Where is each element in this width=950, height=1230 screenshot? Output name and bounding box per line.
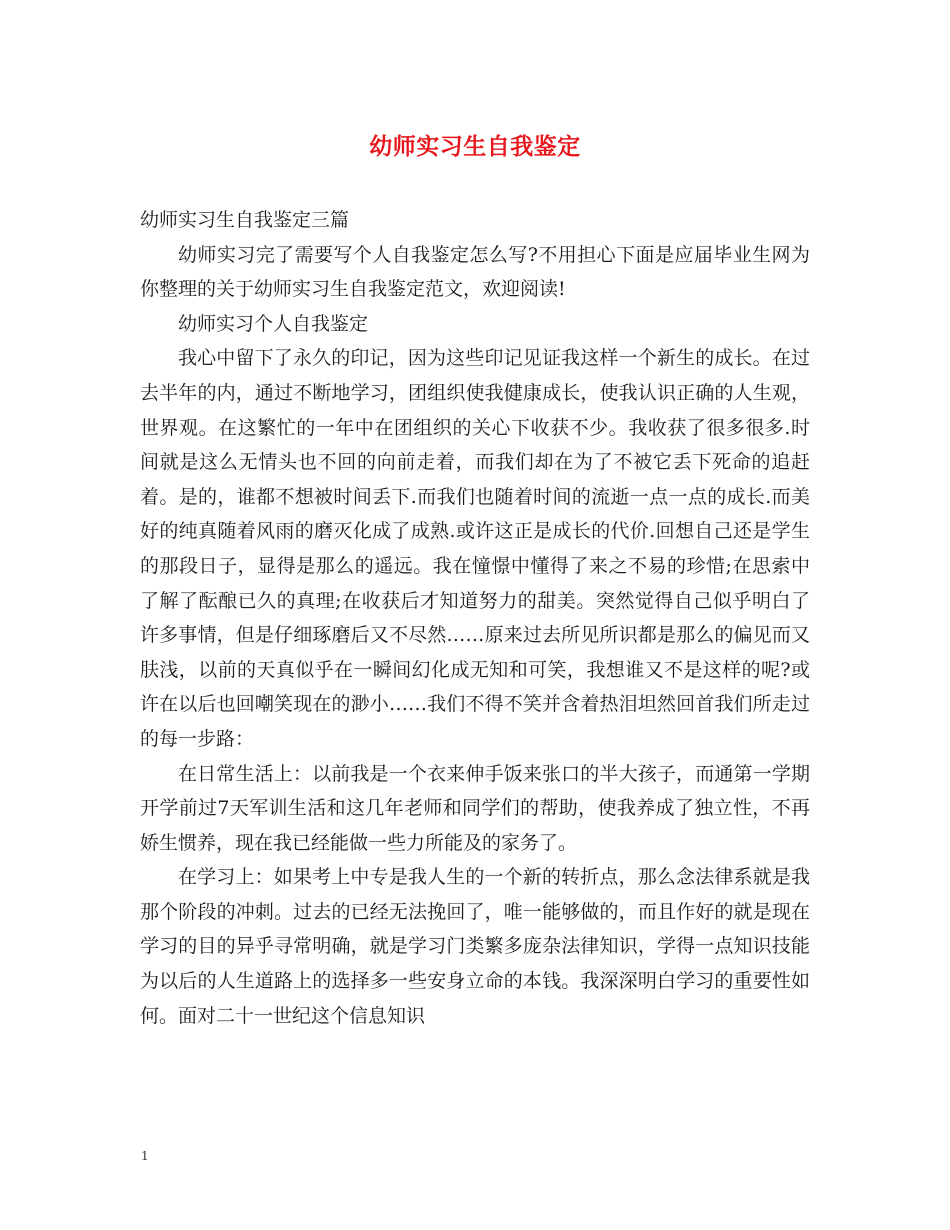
document-body (140, 203, 810, 1033)
document-title: 幼师实习生自我鉴定 (369, 134, 581, 160)
paragraph-reflection: 我心中留下了永久的印记，因为这些印记见证我这样一个新生的成长。在过去半年的内，通过不断地学习，团组织使我健康成长，使我认识正确的人生观，世界观。在这繁忙的一年中在团组织的关心下收获不少。我收获了很多很多.时间就是这么无情头也不回的向前走着，而我们却在为了不被它丢下死命的追赶着。是的，谁都不想被时间丢下.而我们也随着时间的流逝一点一点的成长.而美好的纯真随着风雨的磨灭化成了成熟.或许这正是成长的代价.回想自己还是学生的那段日子，显得是那么的遥远。我在憧憬中懂得了来之不易的珍惜;在思索中了解了酝酿已久的真理;在收获后才知道努力的甜美。突然觉得自己似乎明白了许多事情，但是仔细琢磨后又不尽然……原来过去所见所识都是那么的偏见而又肤浅，以前的天真似乎在一瞬间幻化成无知和可笑，我想谁又不是这样的呢?或许在以后也回嘲笑现在的渺小……我们不得不笑并含着热泪坦然回首我们所走过的每一步路： (140, 347, 810, 750)
paragraph-daily-life: 在日常生活上：以前我是一个衣来伸手饭来张口的半大孩子，而通第一学期开学前过7天军训生活和这几年老师和同学们的帮助，使我养成了独立性，不再娇生惯养，现在我已经能做一些力所能及的家务了。 (140, 762, 810, 854)
paragraph-study: 在学习上：如果考上中专是我人生的一个新的转折点，那么念法律系就是我那个阶段的冲刺。过去的已经无法挽回了，唯一能够做的，而且作好的就是现在学习的目的异乎寻常明确，就是学习门类繁多庞杂法律知识，学得一点知识技能为以后的人生道路上的选择多一些安身立命的本钱。我深深明白学习的重要性如何。面对二十一世纪这个信息知识 (140, 866, 810, 1027)
paragraph-intro: 幼师实习完了需要写个人自我鉴定怎么写?不用担心下面是应届毕业生网为你整理的关于幼师实习生自我鉴定范文，欢迎阅读! (140, 243, 810, 301)
paragraph-heading: 幼师实习个人自我鉴定 (178, 312, 369, 335)
page-number: 1 (141, 1149, 149, 1163)
document-subtitle: 幼师实习生自我鉴定三篇 (140, 209, 350, 231)
